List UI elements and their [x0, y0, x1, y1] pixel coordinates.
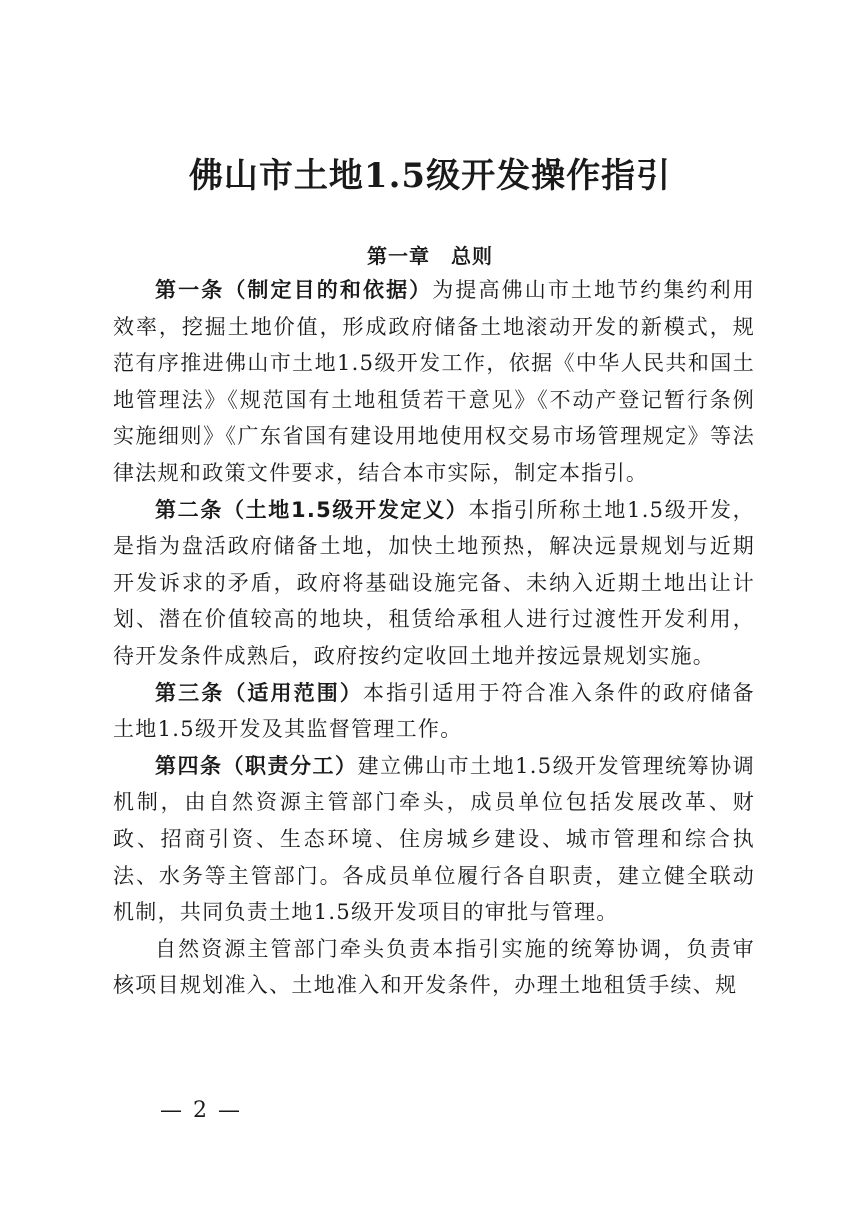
page-number: — 2 —	[160, 1098, 242, 1123]
article-4	[113, 748, 755, 931]
article-text: 自然资源主管部门牵头负责本指引实施的统筹协调，负责审核项目规划准入、土地准入和开发条件，办理土地租赁手续、规	[113, 936, 755, 998]
article-1	[113, 272, 755, 492]
article-heading: 第一条（制定目的和依据）	[155, 278, 433, 302]
article-text: 本指引所称土地1.5级开发，是指为盘活政府储备土地，加快土地预热，解决远景规划与近期开发诉求的矛盾，政府将基础设施完备、未纳入近期土地出让计划、潜在价值较高的地块，租赁给承租人进行过渡性开发利用，待开发条件成熟后，政府按约定收回土地并按远景规划实施。	[113, 497, 755, 668]
document-title: 佛山市土地1.5级开发操作指引	[188, 156, 672, 196]
article-text: 本指引适用于符合准入条件的政府储备土地1.5级开发及其监督管理工作。	[113, 680, 755, 742]
article-4-continued	[113, 931, 755, 1004]
article-heading: 第二条（土地1.5级开发定义）	[155, 497, 469, 522]
article-3	[113, 675, 755, 748]
article-heading: 第四条（职责分工）	[155, 753, 358, 778]
article-2	[113, 492, 755, 675]
chapter-heading: 第一章 总则	[367, 244, 493, 268]
article-heading: 第三条（适用范围）	[155, 680, 363, 705]
article-text: 建立佛山市土地1.5级开发管理统筹协调机制，由自然资源主管部门牵头，成员单位包括发展改革、财政、招商引资、生态环境、住房城乡建设、城市管理和综合执法、水务等主管部门。各成员单位履行各自职责，建立健全联动机制，共同负责土地1.5级开发项目的审批与管理。	[113, 753, 755, 925]
article-text: 为提高佛山市土地节约集约利用效率，挖掘土地价值，形成政府储备土地滚动开发的新模式，规范有序推进佛山市土地1.5级开发工作，依据《中华人民共和国土地管理法》《规范国有土地租赁若干意见》《不动产登记暂行条例实施细则》《广东省国有建设用地使用权交易市场管理规定》等法律法规和政策文件要求，结合本市实际，制定本指引。	[113, 278, 755, 485]
body-text	[113, 272, 755, 1004]
